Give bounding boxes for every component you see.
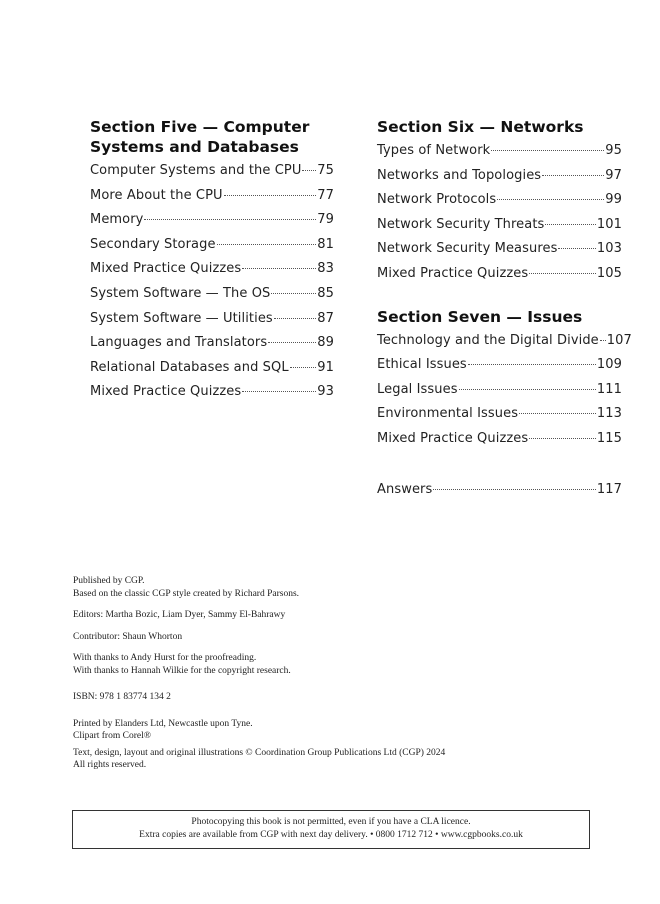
toc-entry-answers	[377, 482, 622, 507]
dot-leader	[529, 273, 596, 274]
toc-entry-page: 109	[596, 357, 622, 373]
toc-entry-label: Network Security Measures	[377, 241, 558, 257]
section-five-title: Section Five — Computer Systems and Databases	[90, 118, 310, 156]
toc-entry	[377, 168, 622, 193]
toc-entry-label: Mixed Practice Quizzes	[90, 384, 242, 400]
section-seven-list	[377, 332, 632, 456]
toc-entry-page: 101	[596, 216, 622, 232]
toc-entry-page: 99	[605, 192, 622, 208]
toc-entry	[90, 384, 334, 409]
toc-entry	[377, 241, 622, 266]
toc-entry-page: 103	[596, 241, 622, 257]
toc-entry-label: Answers	[377, 481, 433, 497]
toc-entry-label: Memory	[90, 212, 144, 228]
toc-entry-label: Networks and Topologies	[377, 167, 542, 183]
toc-entry	[377, 217, 622, 242]
toc-entry	[90, 212, 334, 237]
imprint-printed: Printed by Elanders Ltd, Newcastle upon Tyne.	[73, 718, 253, 729]
toc-entry	[90, 188, 334, 213]
toc-entry-page: 105	[596, 265, 622, 281]
dot-leader	[529, 438, 596, 439]
dot-leader	[545, 224, 595, 225]
toc-entry-label: Languages and Translators	[90, 335, 268, 351]
toc-entry-page: 95	[605, 143, 622, 158]
imprint-rights: All rights reserved.	[73, 760, 147, 770]
toc-entry-label: System Software — Utilities	[90, 310, 273, 326]
toc-entry-label: Environmental Issues	[377, 406, 519, 422]
toc-entry-label: More About the CPU	[90, 187, 223, 203]
imprint-block	[73, 575, 593, 781]
notice-line-2: Extra copies are available from CGP with next day delivery. • 0800 1712 712 • www.cgpbooks.co.uk	[139, 830, 523, 840]
dot-leader	[268, 342, 316, 343]
toc-entry-label: Technology and the Digital Divide	[377, 332, 599, 348]
dot-leader	[542, 175, 604, 176]
section-five-list	[90, 163, 334, 409]
toc-entry-page: 113	[596, 406, 622, 422]
toc-entry	[377, 266, 622, 291]
dot-leader	[491, 150, 604, 151]
toc-entry-page: 87	[317, 310, 334, 326]
toc-entry	[90, 261, 334, 286]
dot-leader	[433, 489, 596, 490]
toc-entry	[377, 406, 622, 431]
imprint-copyright: Text, design, layout and original illustrations © Coordination Group Publications Ltd (CGP) 2024	[73, 747, 446, 758]
toc-entry	[90, 286, 334, 311]
imprint-thanks-proofreading: With thanks to Andy Hurst for the proofreading.	[73, 653, 257, 663]
toc-entry	[90, 163, 334, 188]
toc-entry-page: 81	[317, 236, 334, 252]
toc-entry	[377, 143, 622, 168]
dot-leader	[302, 170, 316, 171]
toc-entry-label: Network Security Threats	[377, 216, 545, 232]
toc-entry-page: 97	[605, 167, 622, 183]
imprint-clipart: Clipart from Corel®	[73, 731, 151, 741]
dot-leader	[519, 413, 596, 414]
toc-entry	[377, 332, 632, 358]
toc-entry-label: Computer Systems and the CPU	[90, 163, 302, 178]
section-six-title: Section Six — Networks	[377, 118, 584, 136]
toc-entry-page: 75	[317, 163, 334, 178]
photocopy-notice	[72, 810, 590, 849]
dot-leader	[242, 391, 316, 392]
toc-entry-page: 91	[317, 359, 334, 375]
imprint-editors: Editors: Martha Bozic, Liam Dyer, Sammy El-Bahrawy	[73, 610, 286, 620]
dot-leader	[217, 244, 317, 245]
dot-leader	[274, 318, 316, 319]
imprint-isbn: ISBN: 978 1 83774 134 2	[73, 692, 171, 702]
toc-entry-label: Mixed Practice Quizzes	[377, 265, 529, 281]
toc-entry-page: 77	[317, 187, 334, 203]
toc-entry	[377, 192, 622, 217]
notice-line-1: Photocopying this book is not permitted, even if you have a CLA licence.	[191, 817, 471, 827]
toc-entry-page: 117	[596, 481, 622, 497]
toc-entry-page: 111	[596, 381, 622, 397]
toc-entry-label: Ethical Issues	[377, 357, 467, 373]
toc-entry	[90, 335, 334, 360]
dot-leader	[242, 268, 316, 269]
toc-entry-label: Secondary Storage	[90, 236, 216, 252]
dot-leader	[271, 293, 316, 294]
toc-entry	[90, 360, 334, 385]
toc-column-right	[377, 117, 632, 506]
section-seven-title: Section Seven — Issues	[377, 307, 583, 326]
toc-entry-label: Network Protocols	[377, 192, 497, 208]
toc-entry-page: 107	[606, 332, 632, 348]
imprint-contributor: Contributor: Shaun Whorton	[73, 631, 183, 642]
toc-entry-label: Legal Issues	[377, 381, 458, 397]
toc-entry	[90, 237, 334, 262]
toc-entry	[90, 311, 334, 336]
toc-entry-label: Mixed Practice Quizzes	[90, 261, 242, 277]
dot-leader	[224, 195, 317, 196]
dot-leader	[468, 364, 596, 365]
dot-leader	[144, 219, 316, 220]
imprint-based-on: Based on the classic CGP style created by Richard Parsons.	[73, 588, 300, 599]
toc-entry-page: 115	[596, 430, 622, 446]
toc-entry	[377, 431, 622, 456]
dot-leader	[459, 389, 596, 390]
imprint-thanks-copyright: With thanks to Hannah Wilkie for the copyright research.	[73, 665, 291, 676]
toc-entry	[377, 382, 622, 407]
toc-entry-page: 93	[317, 384, 334, 400]
toc-entry-label: Relational Databases and SQL	[90, 359, 289, 375]
dot-leader	[558, 248, 595, 249]
toc-entry	[377, 357, 622, 382]
dot-leader	[290, 367, 317, 368]
dot-leader	[497, 199, 604, 200]
section-six-list	[377, 143, 622, 291]
toc-entry-page: 83	[317, 261, 334, 277]
imprint-published: Published by CGP.	[73, 576, 145, 586]
toc-entry-page: 79	[317, 212, 334, 228]
toc-entry-label: System Software — The OS	[90, 285, 271, 301]
dot-leader	[600, 340, 606, 341]
toc-entry-label: Types of Network	[377, 143, 491, 158]
toc-entry-label: Mixed Practice Quizzes	[377, 430, 529, 446]
toc-entry-page: 89	[317, 335, 334, 351]
toc-entry-page: 85	[317, 285, 334, 301]
toc-column-left	[90, 117, 334, 409]
